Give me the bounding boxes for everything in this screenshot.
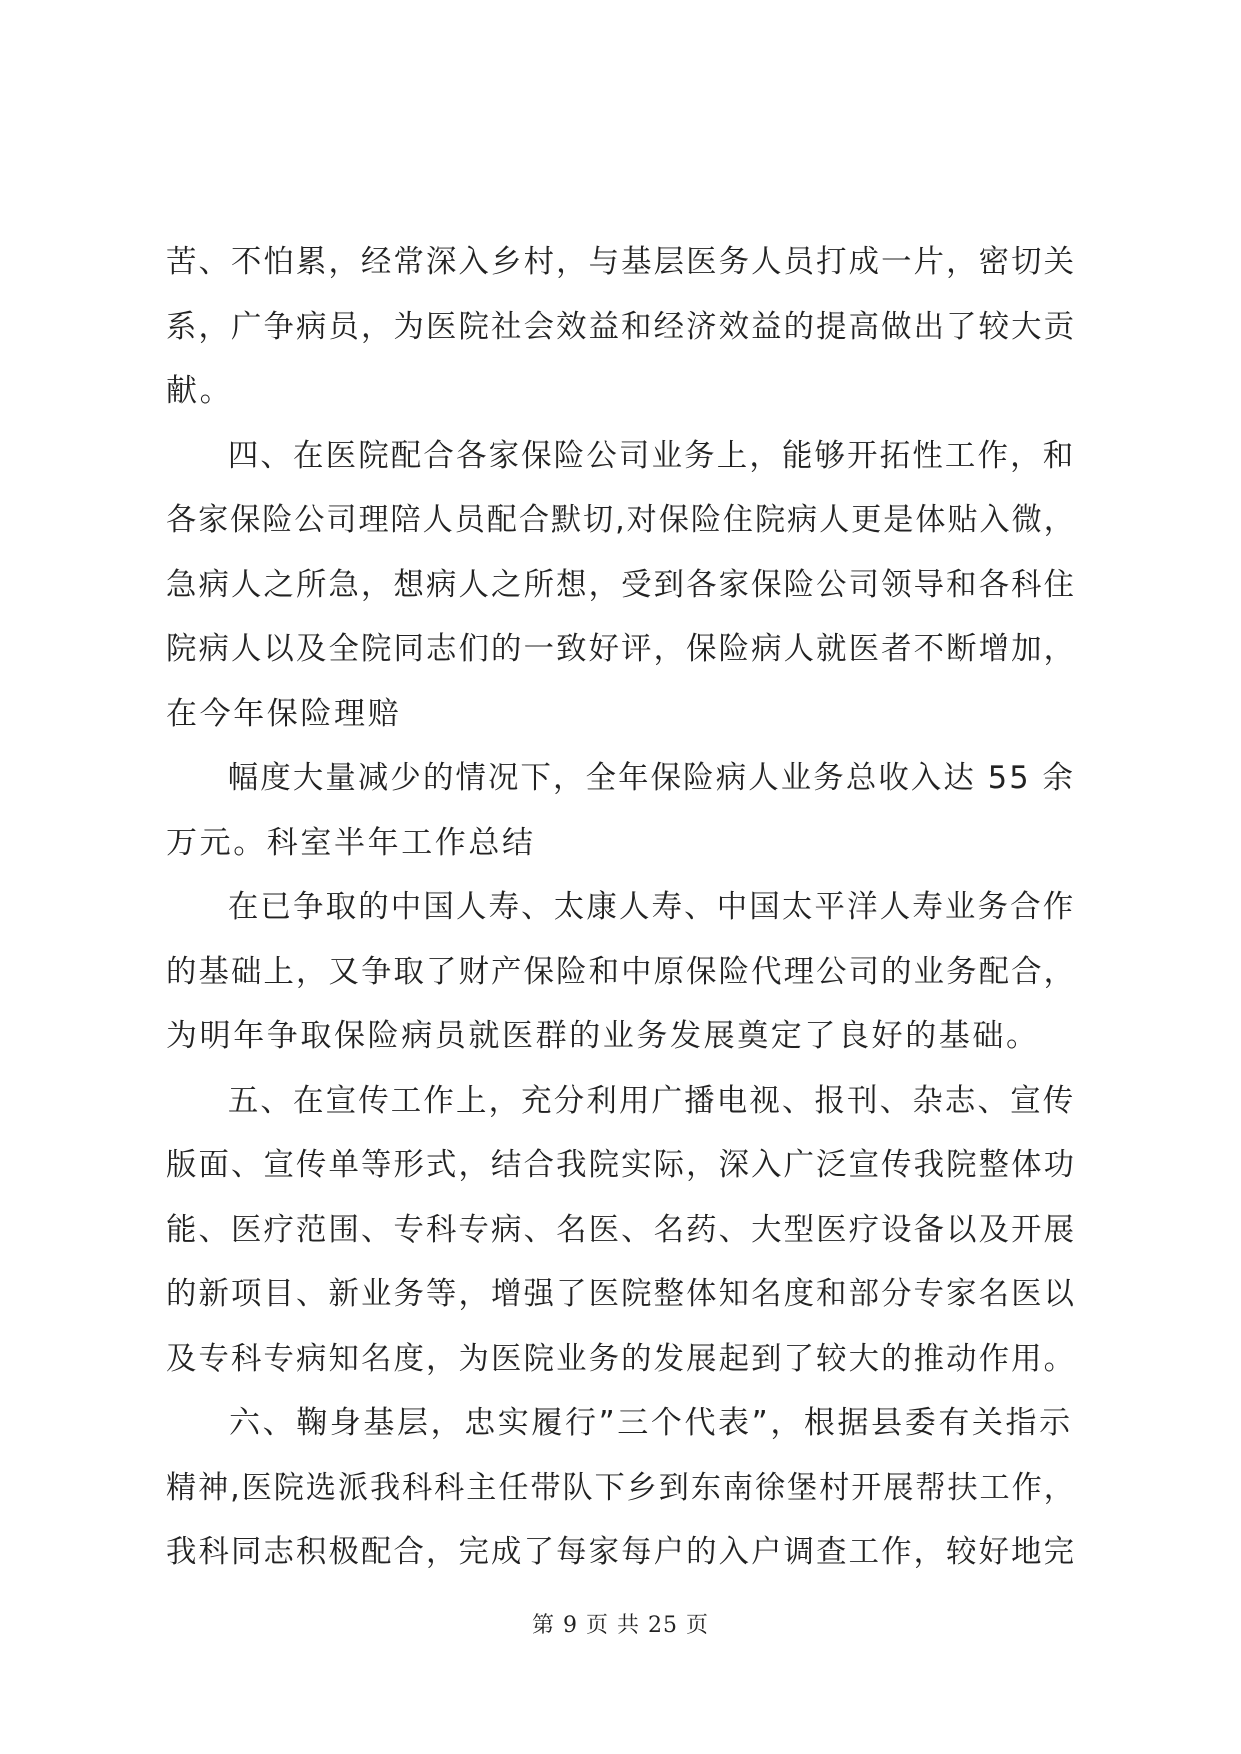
text-line: 系，广争病员，为医院社会效益和经济效益的提高做出了较大贡 (166, 308, 1077, 345)
text-line: 院病人以及全院同志们的一致好评，保险病人就医者不断增加， (166, 631, 1077, 667)
paragraph (166, 746, 1076, 875)
text-line: 万元。科室半年工作总结 (166, 824, 536, 861)
text-line: 的新项目、新业务等，增强了医院整体知名度和部分专家名医以 (166, 1276, 1077, 1312)
text-line: 的基础上，又争取了财产保险和中原保险代理公司的业务配合， (166, 953, 1077, 990)
paragraph (166, 875, 1076, 1069)
text-line: 版面、宣传单等形式，结合我院实际，深入广泛宣传我院整体功 (166, 1147, 1077, 1183)
text-line: 精神,医院选派我科科主任带队下乡到东南徐堡村开展帮扶工作， (166, 1469, 1076, 1506)
text-line: 在今年保险理赔 (166, 695, 402, 732)
text-line: 急病人之所急，想病人之所想，受到各家保险公司领导和各科住 (166, 566, 1077, 603)
text-line: 五、在宣传工作上，充分利用广播电视、报刊、杂志、宣传 (227, 1082, 1076, 1119)
text-line: 四、在医院配合各家保险公司业务上，能够开拓性工作，和 (227, 437, 1076, 474)
paragraph (166, 1069, 1076, 1392)
page-footer: 第 9 页 共 25 页 (532, 1613, 709, 1638)
text-line: 能、医疗范围、专科专病、名医、名药、大型医疗设备以及开展 (166, 1211, 1077, 1248)
text-line: 幅度大量减少的情况下，全年保险病人业务总收入达 55 余 (227, 760, 1076, 796)
text-line: 我科同志积极配合，完成了每家每户的入户调查工作，较好地完 (166, 1534, 1077, 1570)
text-line: 献。 (166, 373, 234, 409)
text-line: 在已争取的中国人寿、太康人寿、中国太平洋人寿业务合作 (227, 889, 1076, 925)
paragraph (166, 230, 1076, 424)
text-line: 及专科专病知名度，为医院业务的发展起到了较大的推动作用。 (166, 1340, 1077, 1377)
text-line: 为明年争取保险病员就医群的业务发展奠定了良好的基础。 (166, 1018, 1040, 1054)
text-line: 各家保险公司理陪人员配合默切,对保险住院病人更是体贴入微， (166, 502, 1076, 538)
text-line: 苦、不怕累，经常深入乡村，与基层医务人员打成一片，密切关 (166, 244, 1077, 280)
text-line: 六、鞠身基层，忠实履行”三个代表”，根据县委有关指示 (229, 1405, 1073, 1441)
document-body (166, 230, 1076, 1585)
paragraph (166, 1391, 1076, 1585)
paragraph (166, 424, 1076, 747)
